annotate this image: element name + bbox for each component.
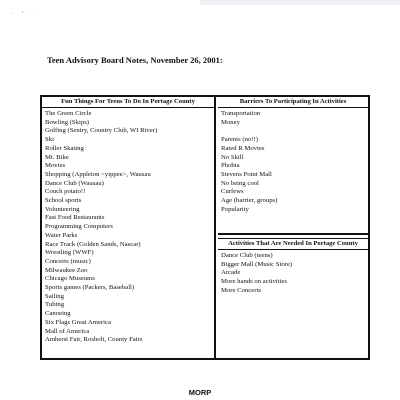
scan-specks: · ʼ ·: [12, 11, 36, 17]
barriers-list: [218, 108, 368, 214]
fun-thing-item: School sports: [45, 197, 82, 205]
page-title: Teen Advisory Board Notes, November 26, 2001:: [47, 55, 223, 65]
barriers-section: [218, 97, 368, 235]
barrier-item: Rated R Movies: [221, 144, 265, 152]
fun-thing-item: Wrestling (WWF): [45, 249, 94, 257]
fun-thing-item: Canoeing: [45, 310, 71, 318]
needed-heading: Activities That Are Needed In Portage County: [218, 238, 368, 250]
fun-thing-item: Ski: [45, 136, 54, 144]
barrier-item: No Skill: [221, 153, 244, 161]
fun-thing-item: Tubing: [45, 301, 65, 309]
needed-activity-item: More hands on activities: [221, 278, 287, 286]
needed-section: [218, 237, 368, 358]
fun-thing-item: Mt. Bike: [45, 153, 69, 161]
notes-table: [40, 95, 370, 360]
scan-edge-shade: [200, 0, 400, 5]
fun-thing-item: Six Flags Great America: [45, 318, 111, 326]
fun-thing-item: Bowling (Skips): [45, 118, 90, 126]
fun-thing-item: Movies: [45, 162, 66, 170]
fun-thing-item: Golfing (Sentry, Country Club, WI River): [45, 127, 158, 135]
barrier-item: Parents (no!!): [221, 136, 258, 144]
fun-things-list: [42, 108, 214, 345]
fun-thing-item: Fast Food Restaurants: [45, 214, 105, 222]
fun-thing-item: Chicago Museums: [45, 275, 95, 283]
fun-thing-item: Shopping (Appleton <yippee>, Wausau: [45, 170, 151, 178]
fun-thing-item: Volunteering: [45, 205, 80, 213]
fun-thing-item: Mall of America: [45, 327, 90, 335]
barrier-item: Transportation: [221, 110, 261, 117]
footer-label: MORP: [188, 388, 212, 397]
fun-thing-item: The Green Circle: [45, 110, 92, 117]
barrier-item: Stevens Point Mall: [221, 170, 272, 178]
barrier-item: Money: [221, 118, 240, 126]
barrier-item: Age (barrier, groups): [221, 197, 278, 205]
fun-thing-item: Sports games (Packers, Baseball): [45, 284, 135, 292]
needed-activity-item: Bigger Mall (Music Store): [221, 260, 293, 268]
fun-things-column: [42, 97, 216, 358]
barrier-item: No being cool: [221, 179, 259, 187]
needed-activity-item: Arcade: [221, 269, 241, 277]
barrier-item: [221, 127, 368, 136]
fun-thing-item: Roller Skating: [45, 144, 84, 152]
needed-list: [218, 250, 368, 296]
fun-thing-item: Programming Computers: [45, 223, 113, 231]
fun-thing-item: Dance Club (Wausau): [45, 179, 104, 187]
barrier-item: Curfews: [221, 188, 244, 196]
barriers-heading: Barriers To Participating In Activities: [218, 97, 368, 108]
fun-thing-item: Milwaukee Zoo: [45, 266, 88, 274]
fun-thing-item: Sailing: [45, 292, 64, 300]
fun-thing-item: Couch potato!!: [45, 188, 86, 196]
fun-thing-item: Water Parks: [45, 231, 78, 239]
barrier-item: Phobia: [221, 162, 240, 170]
fun-thing-item: Concerts (music): [45, 257, 91, 265]
fun-thing-item: Amherst Fair, Rosholt, County Fairs: [45, 336, 143, 344]
barrier-item: Popularity: [221, 205, 249, 213]
fun-thing-item: Race Track (Golden Sands, Nascar): [45, 240, 141, 248]
fun-things-heading: Fun Things For Teens To Do In Portage County: [42, 97, 214, 108]
needed-activity-item: Dance Club (teens): [221, 252, 273, 259]
needed-activity-item: More Concerts: [221, 286, 261, 294]
